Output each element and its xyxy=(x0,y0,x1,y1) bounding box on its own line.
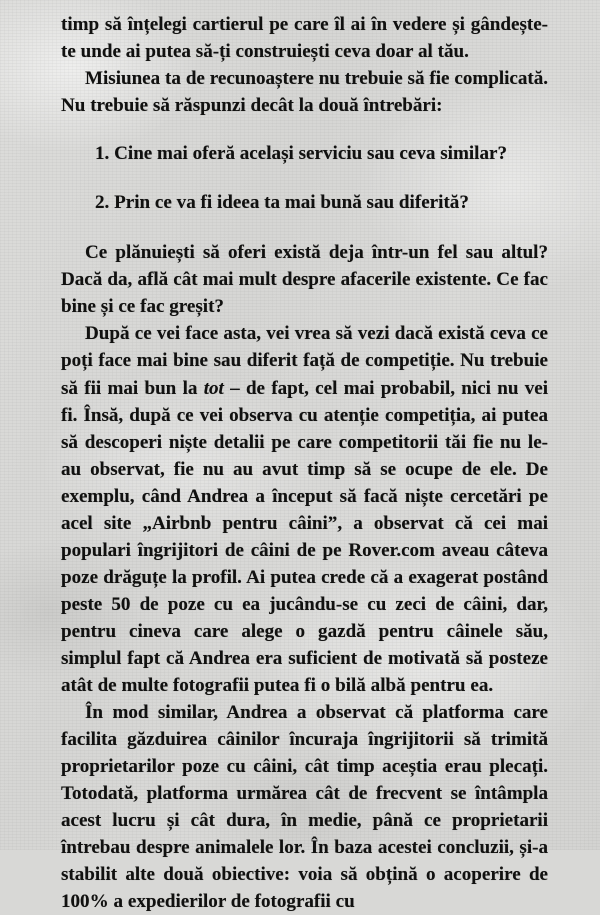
paragraph-platform-photos: În mod similar, Andrea a observat că platforma care facilita găzduirea câinilor încuraja îngrijitorii să trimită proprietarilor poze cu câini, cât timp aceștia erau plecați. Totodată, platforma urmărea cât de frecvent se întâmpla acest lucru și cât dura, în medie, până ce proprietarii întrebau despre animalele lor. În baza acestei concluzii, și-a stabilit alte două obiective: voia să obțină o acoperire de 100% a expedierilor de fotografii cu xyxy=(61,702,548,913)
paragraph-competition-part2: – de fapt, cel mai probabil, nici nu vei fi. Însă, după ce vei observa cu atenție competiția, ai putea să descoperi niște detalii pe care competitorii tăi fie nu le-au observat, fie nu au avut timp să se ocupe de ele. De exemplu, când Andrea a început să facă niște cercetări pe acel site „Airbnb pentru câini”, a observat că cei mai populari îngrijitori de câini de pe Rover.com aveau câteva poze drăguțe la profil. Ai putea crede că a exagerat postând peste 50 de poze cu ea jucându-se cu zeci de câini, dar, pentru cineva care alege o gazdă pentru câinele său, simplul fapt că Andrea era suficient de motivată să posteze atât de multe fotografii putea fi o bilă albă pentru ea. xyxy=(61,377,548,697)
paragraph-mission: Misiunea ta de recunoaștere nu trebuie să fie complicată. Nu trebuie să răspunzi decât la două întrebări: xyxy=(61,68,548,117)
paragraph-competition-part1: După ce vei face asta, vei vrea să vezi dacă există ceva ce poți face mai bine sau diferit față de competiție. Nu trebuie să fii mai bun la xyxy=(61,323,548,399)
paragraph-continued-from-previous-page: timp să înțelegi cartierul pe care îl ai în vedere și gândește-te unde ai putea să-ți construiești ceva doar al tău. xyxy=(61,14,548,63)
paragraph-competition-andrea xyxy=(61,320,548,699)
numbered-question-2: 2. Prin ce va fi ideea ta mai bună sau diferită? xyxy=(95,192,469,214)
emphasis-tot: tot xyxy=(203,377,224,399)
text-column xyxy=(61,11,548,915)
numbered-question-1: 1. Cine mai oferă același serviciu sau ceva similar? xyxy=(95,143,508,165)
paragraph-existing-businesses: Ce plănuiești să oferi există deja într-un fel sau altul? Dacă da, află cât mai mult despre afacerile existente. Ce fac bine și ce fac greșit? xyxy=(61,242,548,318)
